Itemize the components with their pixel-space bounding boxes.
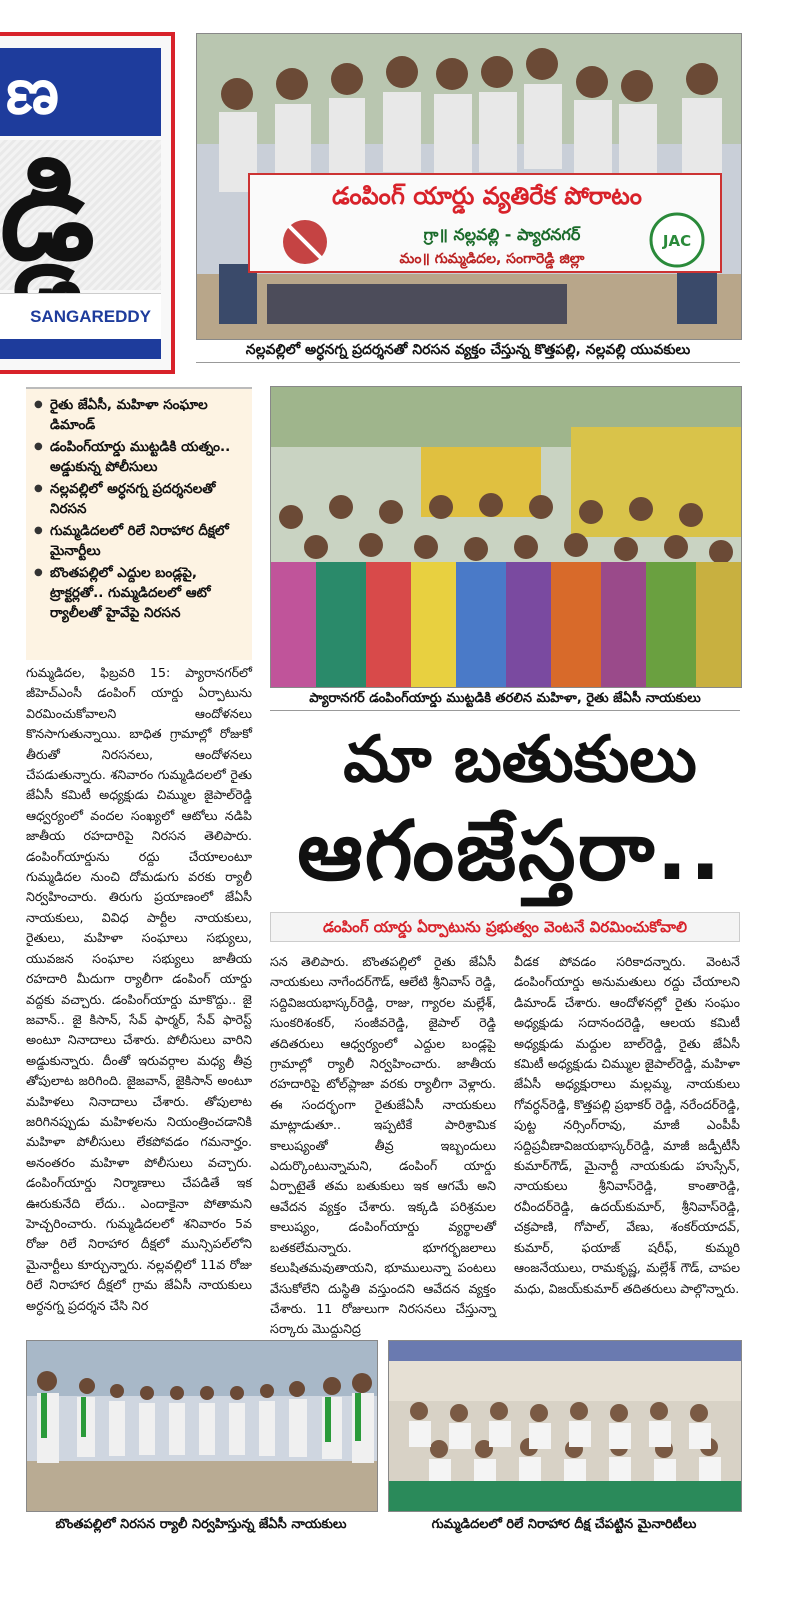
bottom-right-caption: గుమ్మడిదలలో రిలే నిరాహార దీక్ష చేపట్టిన మైనారిటీలు [431,1517,697,1532]
subheadline: డంపింగ్ యార్డు ఏర్పాటును ప్రభుత్వం వెంటనే విరమించుకోవాలి [270,912,740,942]
highlight-item: ● డంపింగ్‌యార్డు ముట్టడికి యత్నం.. అడ్డుకున్న పోలీసులు [32,437,246,477]
highlights-box [26,387,252,660]
highlight-item: ● బొంతపల్లిలో ఎద్దుల బండ్లపై, ట్రాక్టర్లతో.. గుమ్మడిదలలో ఆటో ర్యాలీలతో హైవేపై నిరసన [32,563,246,623]
masthead-town: SANGAREDDY [0,293,161,339]
headline-line-1: మా బతుకులు [343,723,697,797]
masthead-bottom-bar [0,339,161,359]
headline-line-2: ఆగంజేస్తరా.. [297,804,723,899]
middle-photo-caption: ప్యారానగర్ డంపింగ్‌యార్డు ముట్టడికి తరలిన మహిళా, రైతు జేఏసీ నాయకులు [309,691,701,706]
banner-mandal: మం॥ గుమ్మడిదల, సంగారెడ్డి జిల్లా [399,251,585,267]
highlight-item: ● గుమ్మడిదలలో రిలే నిరాహార దీక్షలో మైనార్టీలు [32,521,246,561]
top-photo-caption: నల్లవల్లిలో అర్ధనగ్న ప్రదర్శనతో నిరసన వ్యక్తం చేస్తున్న కొత్తపల్లి, నల్లవల్లి యువకులు [245,342,691,358]
article-column-1: గుమ్మడిదల, ఫిబ్రవరి 15: ప్యారానగర్‌లో జీహెచ్‌ఎంసీ డంపింగ్ యార్డు ఏర్పాటును విరమించుకోవాలని ఆందోళనలు కొనసాగుతున్నాయి. బాధిత గ్రామాల్లో రోజుకో తీరుతో నిరసనలు, ఆందోళనలు చేపడుతున్నారు. శనివారం గుమ్మడిదలలో రైతు జేఏసీ కమిటీ అధ్యక్షుడు చిమ్ముల జైపాల్‌రెడ్డి ఆధ్వర్యంలో వందల సంఖ్యలో ఆటోలు నడిపి జాతీయ రహదారిపై నిరసన తెలిపారు. డంపింగ్‌యార్డును రద్దు చేయాలంటూ గుమ్మడిదల నుంచి దోమడుగు వరకు ర్యాలీ నిర్వహించారు. తిరుగు ప్రయాణంలో జేఏసీ నాయకులు, వివిధ పార్టీల నాయకులు, రైతులు, మహిళా సంఘాలు సభ్యులు, యువజన సంఘాల సభ్యులు జాతీయ రహదారి మీదుగా ర్యాలీగా డంపింగ్ యార్డు వద్దకు వచ్చారు. డంపింగ్‌యార్డు మాకొద్దు.. జై జవాన్.. జై కిసాన్, సేవ్ ఫార్మర్, సేవ్ ఫారెస్ట్ అంటూ నినాదాలు చేశారు. పోలీసులు వారిని అడ్డుకున్నారు. దీంతో ఇరువర్గాల మధ్య తీవ్ర తోపులాట జరిగింది. జైజవాన్, జైకిసాన్ అంటూ మహిళలు నినాదాలు చేశారు. తోపులాట జరిగినప్పుడు మహిళలను నియంత్రించడానికి మహిళా పోలీసులు లేకపోవడం గమనార్హం. అనంతరం మహిళా పోలీసులు వచ్చారు. డంపింగ్‌యార్డు నిర్మాణాలు చేపడితే ఇక ఊరుకునేది లేదు.. ఎందాకైనా పోతామని హెచ్చరించారు. గుమ్మడిదలలో శనివారం 5వ రోజు రిలే నిరాహార దీక్షలో మున్సిపల్‌లోని మైనార్టీలు కూర్చున్నారు. నల్లవల్లిలో 11వ రోజు రిలే నిరాహార దీక్షలో గ్రామ జేఏసీ నాయకులు అర్ధనగ్న ప్రదర్శన చేసి నిర [26,665,252,1313]
masthead-logo-top: ణ [0,48,161,136]
bottom-left-photo [26,1340,378,1512]
divider [196,362,740,363]
highlight-item: ● నల్లవల్లిలో అర్ధనగ్న ప్రదర్శనలతో నిరసన [32,479,246,519]
masthead-logo-big: డ్డి [0,140,161,290]
top-photo [196,33,742,340]
middle-photo [270,386,742,688]
banner-title: డంపింగ్ యార్డు వ్యతిరేక పోరాటం [332,182,642,210]
banner-village: గ్రా॥ నల్లవల్లి - ప్యారనగర్ [423,225,581,244]
bottom-left-caption: బొంతపల్లిలో నిరసన ర్యాలీ నిర్వహిస్తున్న జేఏసీ నాయకులు [55,1517,347,1532]
divider [270,710,740,711]
highlight-item: ● రైతు జేఏసీ, మహిళా సంఘాల డిమాండ్ [32,395,246,435]
article-column-2: సన తెలిపారు. బొంతపల్లిలో రైతు జేఏసీ నాయకులు నాగేందర్‌గౌడ్, ఆలేటి శ్రీనివాస్ రెడ్డి, సద్దివిజయభాస్కర్‌రెడ్డి, రాజు, గ్యారల మల్లేశ్, సుంకరిశంకర్, సంజీవరెడ్డి, జైపాల్ రెడ్డి తదితరులు ఆధ్వర్యంలో ఎద్దుల బండ్లపై గ్రామాల్లో ర్యాలీ నిర్వహించారు. జాతీయ రహదారిపై టోల్‌ప్లాజా వరకు ర్యాలీగా వెళ్లారు. ఈ సందర్భంగా రైతుజేఏసీ నాయకులు మాట్లాడుతూ.. ఇప్పటికే పారిశ్రామిక కాలుష్యంతో తీవ్ర ఇబ్బందులు ఎదుర్కొంటున్నామని, డంపింగ్ యార్డు ఏర్పాటైతే తమ బతుకులు ఇక ఆగమే అని ఆవేదన వ్యక్తం చేశారు. ఇక్కడి పరిశ్రమల కాలుష్యం, డంపింగ్‌యార్డు వ్యర్థాలతో బతకలేమన్నారు. భూగర్భజలాలు కలుషితమవుతాయని, భూములున్నా పంటలు వేసుకోలేని దుస్థితి వస్తుందని ఆవేదన వ్యక్తం చేశారు. 11 రోజులుగా నిరసనలు చేస్తున్నా సర్కారు మొద్దునిద్ర [270,954,496,1337]
jac-badge-icon: JAC [662,232,692,250]
bottom-right-photo [388,1340,742,1512]
article-column-3: వీడక పోవడం సరికాదన్నారు. వెంటనే డంపింగ్‌యార్డు అనుమతులు రద్దు చేయాలని డిమాండ్ చేశారు. ఆందోళనల్లో రైతు సంఘం అధ్యక్షుడు సదానందరెడ్డి, ఆలయ కమిటీ అధ్యక్షుడు మద్దుల బాల్‌రెడ్డి, రైతు జేఏసీ కమిటీ అధ్యక్షుడు చిమ్ముల జైపాల్‌రెడ్డి, మహిళా జేఏసీ అధ్యక్షురాలు మల్లమ్మ, నాయకులు గోవర్ధన్‌రెడ్డి, కొత్తపల్లి ప్రభాకర్ రెడ్డి, నరేందర్‌రెడ్డి, పుట్ట నర్సింగ్‌రావు, మాజీ ఎంపీపీ సద్దిప్రవీణావిజయభాస్కర్‌రెడ్డి, మాజీ జడ్పీటీసీ కుమార్‌గౌడ్, మైనార్టీ నాయకుడు హుస్సేన్, నాయకులు శ్రీనివాస్‌రెడ్డి, కాంతారెడ్డి, రవీందర్‌రెడ్డి, ఉదయ్‌కుమార్, శ్రీనివాస్‌రెడ్డి, చక్రపాణి, గోపాల్, వేణు, శంకర్‌యాదవ్, కుమార్, ఫయాజ్ షరీఫ్, కుమ్మరి ఆంజనేయులు, రామకృష్ణ, మల్లేశ్ గౌడ్, చాపల మధు, విజయ్‌కుమార్ తదితరులు పాల్గొన్నారు. [514,954,740,1296]
